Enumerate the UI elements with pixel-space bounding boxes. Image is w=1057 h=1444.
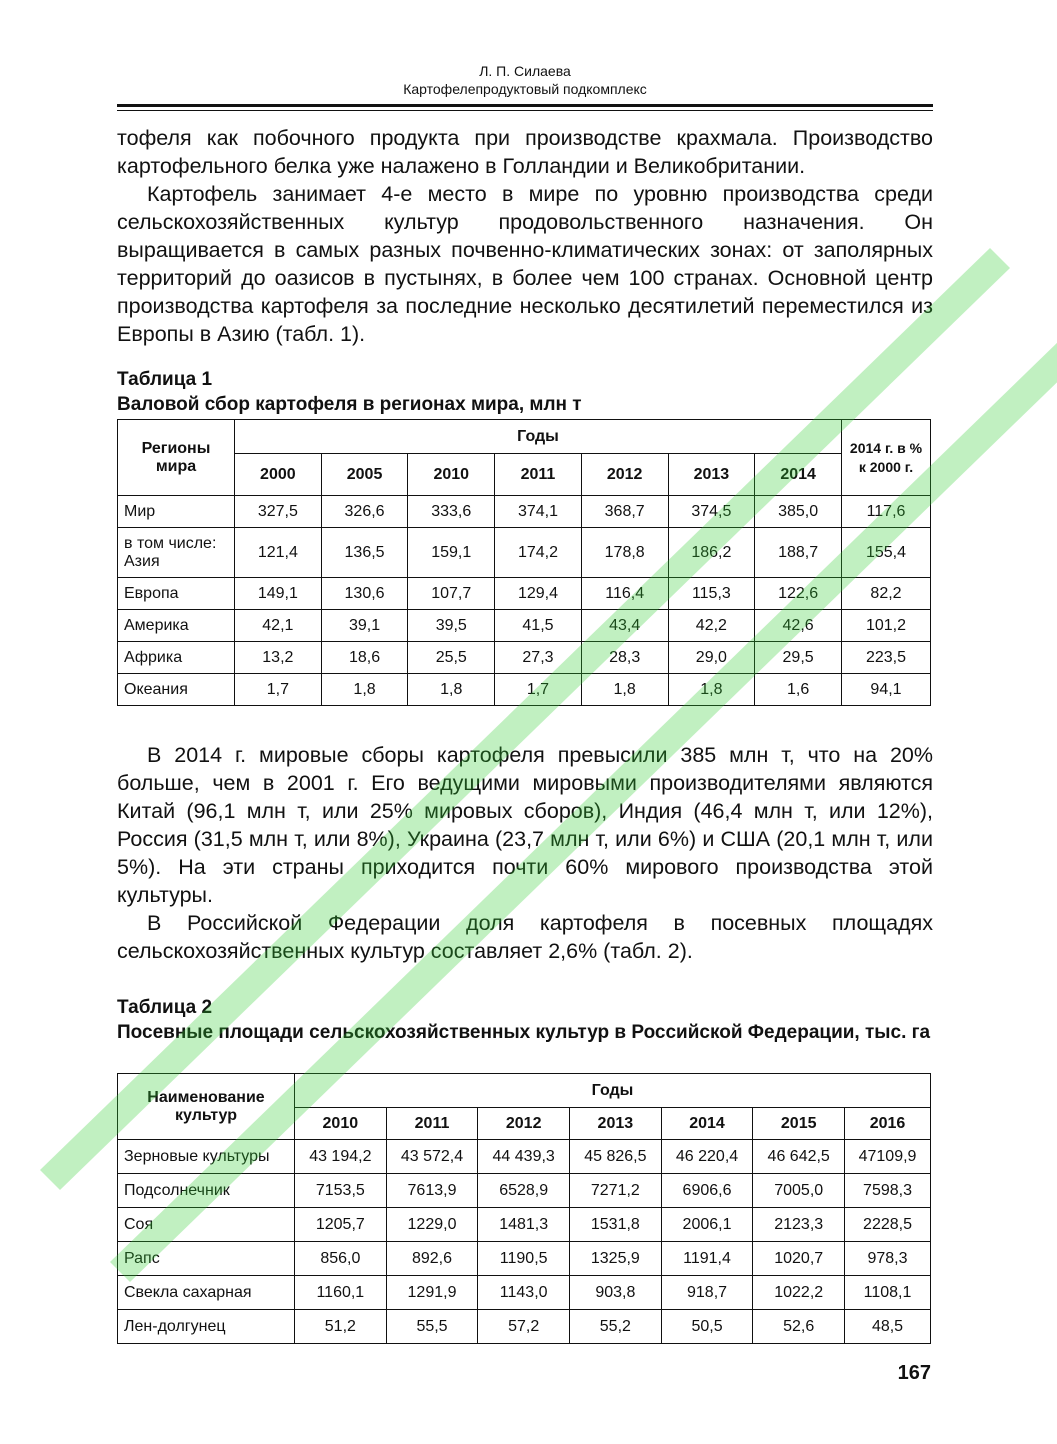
table1-cell: 1,7 (235, 674, 322, 706)
table1-cell: 101,2 (842, 610, 931, 642)
table2-cell: 892,6 (386, 1242, 478, 1276)
table1-cell: 82,2 (842, 578, 931, 610)
table2-cell: 1160,1 (295, 1276, 387, 1310)
table2-cell: 1022,2 (753, 1276, 845, 1310)
table1-cell: 374,1 (495, 496, 582, 528)
table1-cell: 326,6 (321, 496, 408, 528)
table2-cell: 43 572,4 (386, 1140, 478, 1174)
table2-cell: 7153,5 (295, 1174, 387, 1208)
table2-cell: 55,2 (570, 1310, 662, 1344)
table1-cell: 39,5 (408, 610, 495, 642)
table1-cell: 122,6 (755, 578, 842, 610)
paragraph-1: тофеля как побочного продукта при производстве крахмала. Производство картофельного белка уже налажено в Голландии и Великобритании. (117, 126, 933, 178)
table1-cell: 18,6 (321, 642, 408, 674)
table1-cell: 115,3 (668, 578, 755, 610)
table1-cell: 29,0 (668, 642, 755, 674)
table1-cell: 1,8 (581, 674, 668, 706)
paragraph-2: Картофель занимает 4-е место в мире по уровню производства среди сельскохозяйственных культур продовольственного назначения. Он выращивается в самых разных почвенно-климатических зонах: от заполярных территорий до оазисов в пустынях, в более чем 100 странах. Основной центр производства картофеля за последние несколько десятилетий переместился из Европы в Азию (табл. 1). (117, 182, 933, 346)
table1-year-header: 2010 (408, 454, 495, 496)
table2-caption: Посевные площади сельскохозяйственных культур в Российской Федерации, тыс. га (117, 1022, 931, 1043)
table1-cell: 188,7 (755, 528, 842, 578)
table1-cell: 1,7 (495, 674, 582, 706)
table2-cell: 52,6 (753, 1310, 845, 1344)
table2-year-header: 2015 (753, 1108, 845, 1140)
table2-crop-name: Свекла сахарная (118, 1276, 295, 1310)
table1-cell: 117,6 (842, 496, 931, 528)
table2-cell: 6906,6 (661, 1174, 753, 1208)
table1-header-years: Годы (235, 420, 842, 454)
table2-cell: 50,5 (661, 1310, 753, 1344)
table1-cell: 385,0 (755, 496, 842, 528)
table1-cell: 39,1 (321, 610, 408, 642)
table2-cell: 1229,0 (386, 1208, 478, 1242)
table1-cell: 223,5 (842, 642, 931, 674)
table1-header-region: Регионы мира (118, 420, 235, 496)
paragraph-4: В Российской Федерации доля картофеля в посевных площадях сельскохозяйственных культур составляет 2,6% (табл. 2). (117, 911, 933, 963)
table-row (118, 674, 931, 706)
table1-cell: 107,7 (408, 578, 495, 610)
table1-cell: 155,4 (842, 528, 931, 578)
table1-cell: 94,1 (842, 674, 931, 706)
table1-cell: 1,8 (321, 674, 408, 706)
table2-cell: 45 826,5 (570, 1140, 662, 1174)
table1-year-header: 2013 (668, 454, 755, 496)
table2-cell: 51,2 (295, 1310, 387, 1344)
table1-cell: 42,6 (755, 610, 842, 642)
table1-cell: 28,3 (581, 642, 668, 674)
table-row (118, 496, 931, 528)
table-sown-areas (117, 1073, 931, 1344)
table2-cell: 46 642,5 (753, 1140, 845, 1174)
table1-year-header: 2000 (235, 454, 322, 496)
table1-year-header: 2014 (755, 454, 842, 496)
table2-cell: 2228,5 (845, 1208, 931, 1242)
table-row (118, 528, 931, 578)
table1-region-name: Мир (118, 496, 235, 528)
table1-cell: 130,6 (321, 578, 408, 610)
table-row (118, 1140, 931, 1174)
table2-cell: 1531,8 (570, 1208, 662, 1242)
table2-cell: 47109,9 (845, 1140, 931, 1174)
table2-cell: 918,7 (661, 1276, 753, 1310)
table2-year-header: 2011 (386, 1108, 478, 1140)
running-header (117, 62, 933, 98)
table1-cell: 368,7 (581, 496, 668, 528)
table-row (118, 1310, 931, 1344)
table1-cell: 186,2 (668, 528, 755, 578)
table2-cell: 7271,2 (570, 1174, 662, 1208)
table-row (118, 1276, 931, 1310)
paragraph-3: В 2014 г. мировые сборы картофеля превысили 385 млн т, что на 20% больше, чем в 2001 г. Его ведущими мировыми производителями являются Китай (96,1 млн т, или 25% мировых сборов), Индия (46,4 млн т, или 12%), Россия (31,5 млн т, или 8%), Украина (23,7 млн т, или 6%) и США (20,1 млн т, или 5%). На эти страны приходится почти 60% мирового производства этой культуры. (117, 743, 933, 907)
table1-body (118, 496, 931, 706)
page-number: 167 (897, 1362, 931, 1384)
table1-cell: 333,6 (408, 496, 495, 528)
table1-year-header: 2011 (495, 454, 582, 496)
table1-cell: 116,4 (581, 578, 668, 610)
table2-year-header: 2010 (295, 1108, 387, 1140)
table1-cell: 149,1 (235, 578, 322, 610)
table2-year-header: 2013 (570, 1108, 662, 1140)
table1-cell: 121,4 (235, 528, 322, 578)
table2-crop-name: Соя (118, 1208, 295, 1242)
table2-cell: 7005,0 (753, 1174, 845, 1208)
table2-crop-name: Зерновые культуры (118, 1140, 295, 1174)
table1-cell: 43,4 (581, 610, 668, 642)
table2-cell: 1325,9 (570, 1242, 662, 1276)
table2-year-header: 2014 (661, 1108, 753, 1140)
header-title: Картофелепродуктовый подкомплекс (403, 81, 647, 97)
table2-label: Таблица 2 (117, 997, 213, 1018)
table1-cell: 41,5 (495, 610, 582, 642)
table1-cell: 29,5 (755, 642, 842, 674)
table2-cell: 903,8 (570, 1276, 662, 1310)
table2-cell: 978,3 (845, 1242, 931, 1276)
table1-cell: 374,5 (668, 496, 755, 528)
table1-region-name: Европа (118, 578, 235, 610)
table2-cell: 856,0 (295, 1242, 387, 1276)
table1-cell: 136,5 (321, 528, 408, 578)
table1-cell: 42,1 (235, 610, 322, 642)
table1-cell: 129,4 (495, 578, 582, 610)
table1-cell: 159,1 (408, 528, 495, 578)
table1-region-name: Америка (118, 610, 235, 642)
table2-cell: 2123,3 (753, 1208, 845, 1242)
header-rule (117, 104, 933, 107)
table2-cell: 44 439,3 (478, 1140, 570, 1174)
table2-cell: 1205,7 (295, 1208, 387, 1242)
table2-header-years: Годы (295, 1074, 931, 1108)
table1-cell: 25,5 (408, 642, 495, 674)
table-row (118, 642, 931, 674)
table2-cell: 1190,5 (478, 1242, 570, 1276)
table1-cell: 1,8 (668, 674, 755, 706)
table2-cell: 1291,9 (386, 1276, 478, 1310)
table2-cell: 7613,9 (386, 1174, 478, 1208)
table2-cell: 6528,9 (478, 1174, 570, 1208)
table2-header-name: Наименование культур (118, 1074, 295, 1140)
table2-cell: 1020,7 (753, 1242, 845, 1276)
table2-year-header: 2016 (845, 1108, 931, 1140)
table-row (118, 610, 931, 642)
table2-cell: 7598,3 (845, 1174, 931, 1208)
table1-cell: 1,8 (408, 674, 495, 706)
table1-cell: 1,6 (755, 674, 842, 706)
table-row (118, 1174, 931, 1208)
table1-region-name: в том числе: Азия (118, 528, 235, 578)
table2-crop-name: Лен-долгунец (118, 1310, 295, 1344)
table1-caption: Валовой сбор картофеля в регионах мира, млн т (117, 394, 582, 415)
table1-year-header: 2012 (581, 454, 668, 496)
table2-cell: 2006,1 (661, 1208, 753, 1242)
table2-cell: 48,5 (845, 1310, 931, 1344)
table1-label: Таблица 1 (117, 369, 213, 390)
table2-crop-name: Подсолнечник (118, 1174, 295, 1208)
table1-region-name: Африка (118, 642, 235, 674)
table1-cell: 27,3 (495, 642, 582, 674)
table2-year-header: 2012 (478, 1108, 570, 1140)
table2-cell: 1481,3 (478, 1208, 570, 1242)
table2-cell: 1191,4 (661, 1242, 753, 1276)
header-author: Л. П. Силаева (479, 63, 571, 79)
table1-region-name: Океания (118, 674, 235, 706)
header-rule-thin (117, 110, 933, 111)
table2-cell: 55,5 (386, 1310, 478, 1344)
table1-years-row (118, 454, 931, 496)
table2-cell: 46 220,4 (661, 1140, 753, 1174)
table2-body (118, 1140, 931, 1344)
table2-cell: 1143,0 (478, 1276, 570, 1310)
table-row (118, 1208, 931, 1242)
table1-cell: 178,8 (581, 528, 668, 578)
table1-cell: 327,5 (235, 496, 322, 528)
table-row (118, 578, 931, 610)
table-row (118, 1242, 931, 1276)
table2-cell: 43 194,2 (295, 1140, 387, 1174)
table2-cell: 1108,1 (845, 1276, 931, 1310)
table1-cell: 13,2 (235, 642, 322, 674)
table1-year-header: 2005 (321, 454, 408, 496)
table1-cell: 174,2 (495, 528, 582, 578)
table1-cell: 42,2 (668, 610, 755, 642)
table-potato-harvest (117, 419, 931, 706)
table2-crop-name: Рапс (118, 1242, 295, 1276)
table1-header-percent: 2014 г. в % к 2000 г. (842, 420, 931, 496)
table2-cell: 57,2 (478, 1310, 570, 1344)
